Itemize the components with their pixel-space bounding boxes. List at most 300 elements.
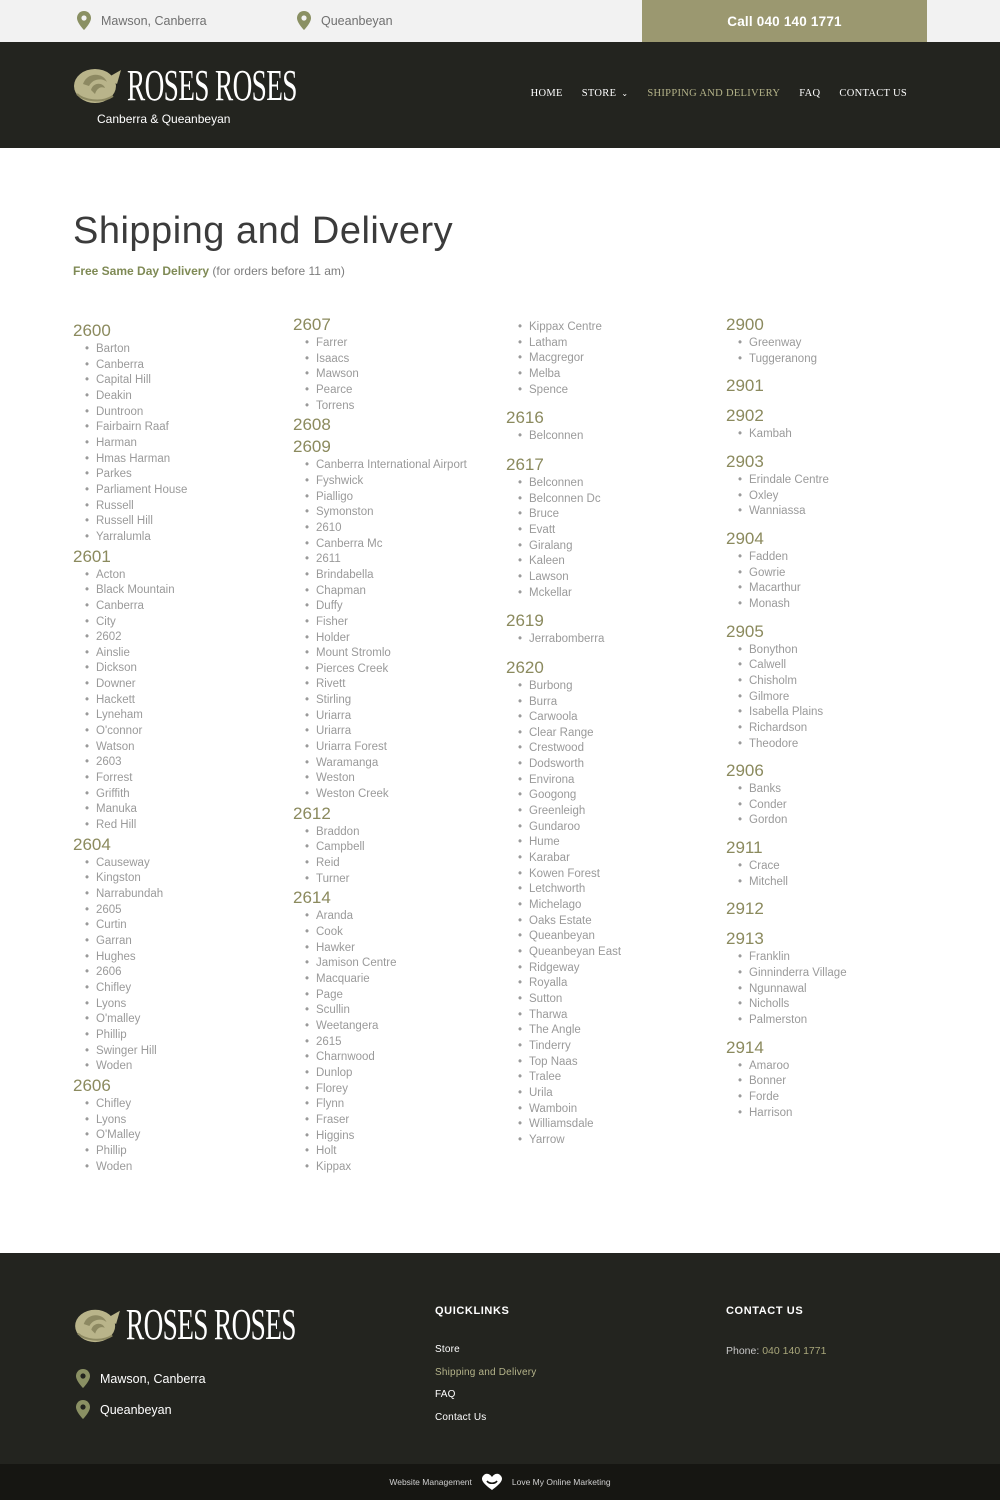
suburb-item: • Pearce <box>316 383 493 399</box>
nav-label: STORE <box>581 88 617 99</box>
suburb-item: • Crace <box>749 859 926 875</box>
suburb-item: • Turner <box>316 872 493 888</box>
suburb-item: • Urila <box>529 1086 706 1102</box>
suburb-item: • Farrer <box>316 336 493 352</box>
suburb-item: • Royalla <box>529 976 706 992</box>
suburb-item: • Bruce <box>529 507 706 523</box>
footer-logo-wordmark: ROSES ROSES <box>126 1300 296 1349</box>
suburb-list <box>749 859 926 890</box>
suburb-item: • Pialligo <box>316 490 493 506</box>
suburb-item: • Williamsdale <box>529 1117 706 1133</box>
map-pin-icon <box>77 11 91 30</box>
suburb-item: • Kippax Centre <box>529 320 706 336</box>
suburb-item: • Griffith <box>96 787 273 803</box>
suburb-item: • Aranda <box>316 909 493 925</box>
call-button[interactable] <box>642 0 927 42</box>
suburb-item: • Kowen Forest <box>529 867 706 883</box>
suburb-item: • Yarralumla <box>96 530 273 546</box>
suburb-item: • Weetangera <box>316 1019 493 1035</box>
suburb-item: • Forde <box>749 1090 926 1106</box>
suburb-item: • Forrest <box>96 771 273 787</box>
nav-faq[interactable] <box>799 88 820 99</box>
postcode-group <box>506 454 706 601</box>
postcode-group <box>726 837 926 890</box>
suburb-list <box>96 856 273 1075</box>
suburb-list <box>316 825 493 888</box>
suburb-item: • Oxley <box>749 489 926 505</box>
suburb-item: • Gordon <box>749 813 926 829</box>
suburb-item: • Causeway <box>96 856 273 872</box>
chevron-down-icon: ⌄ <box>621 89 629 98</box>
location-queanbeyan[interactable] <box>297 11 393 30</box>
postcode-heading: 2911 <box>726 838 763 858</box>
suburb-list <box>529 476 706 601</box>
postcode-column-1 <box>73 320 273 1175</box>
postcode-group <box>726 928 926 1028</box>
suburb-item: • Queanbeyan East <box>529 945 706 961</box>
credit-right: Love My Online Marketing <box>511 1477 611 1487</box>
postcode-group <box>293 436 493 802</box>
suburb-list <box>749 782 926 829</box>
suburb-item: • Oaks Estate <box>529 914 706 930</box>
footer-logo[interactable] <box>73 1300 296 1353</box>
suburb-item: • Kaleen <box>529 554 706 570</box>
postcode-heading: 2612 <box>293 803 331 823</box>
footer-location-label: Mawson, Canberra <box>100 1371 206 1386</box>
suburb-item: • Barton <box>96 342 273 358</box>
suburb-item: • Giralang <box>529 539 706 555</box>
group-spacer <box>726 829 926 837</box>
map-pin-icon <box>76 1369 90 1388</box>
suburb-item: • Manuka <box>96 802 273 818</box>
nav-home[interactable] <box>531 88 563 99</box>
postcode-group <box>726 451 926 520</box>
suburb-item: • Black Mountain <box>96 583 273 599</box>
suburb-item: • Russell <box>96 499 273 515</box>
postcode-heading: 2905 <box>726 621 764 641</box>
suburb-item: • 2611 <box>316 552 493 568</box>
subtitle-rest: (for orders before 11 am) <box>209 264 345 278</box>
footer-link-store[interactable]: Store <box>435 1344 460 1355</box>
postcode-group <box>73 320 273 546</box>
suburb-item: • Greenleigh <box>529 804 706 820</box>
suburb-list <box>749 950 926 1028</box>
nav-label: FAQ <box>799 88 821 99</box>
main-nav <box>531 88 907 99</box>
suburb-item: • Downer <box>96 677 273 693</box>
footer-location-queanbeyan[interactable] <box>76 1400 172 1419</box>
map-pin-icon <box>297 11 311 30</box>
suburb-item: • Canberra <box>96 358 273 374</box>
suburb-item: • Chifley <box>96 981 273 997</box>
suburb-item: • Uriarra <box>316 724 493 740</box>
suburb-item: • Holder <box>316 631 493 647</box>
postcode-group <box>506 407 706 445</box>
suburb-item: • Kambah <box>749 427 926 443</box>
suburb-item: • Nicholls <box>749 997 926 1013</box>
suburb-item: • Weston <box>316 771 493 787</box>
suburb-item: • The Angle <box>529 1023 706 1039</box>
postcode-heading: 2601 <box>73 546 111 566</box>
suburb-item: • Duntroon <box>96 405 273 421</box>
suburb-list <box>749 473 926 520</box>
suburb-item: • Holt <box>316 1144 493 1160</box>
postcode-group <box>726 528 926 613</box>
nav-label: HOME <box>530 88 563 99</box>
location-label: Mawson, Canberra <box>101 13 207 28</box>
suburb-item: • Crestwood <box>529 741 706 757</box>
group-spacer <box>726 1029 926 1037</box>
postcode-heading: 2604 <box>73 834 111 854</box>
suburb-item: • Cook <box>316 925 493 941</box>
subtitle-bold: Free Same Day Delivery <box>73 264 210 278</box>
postcode-group <box>293 414 493 436</box>
suburb-item: • Canberra International Airport <box>316 458 493 474</box>
suburb-list <box>529 429 706 445</box>
postcode-group <box>726 314 926 367</box>
suburb-item: • Amaroo <box>749 1059 926 1075</box>
suburb-item: • 2602 <box>96 630 273 646</box>
postcode-heading: 2600 <box>73 321 111 340</box>
group-spacer <box>726 920 926 928</box>
suburb-item: • Calwell <box>749 658 926 674</box>
page-subtitle <box>73 264 345 278</box>
footer-location-label: Queanbeyan <box>100 1402 172 1417</box>
suburb-item: • Reid <box>316 856 493 872</box>
suburb-item: • Dodsworth <box>529 757 706 773</box>
suburb-item: • Harrison <box>749 1106 926 1122</box>
suburb-item: • 2605 <box>96 903 273 919</box>
suburb-item: • Garran <box>96 934 273 950</box>
suburb-item: • Wamboin <box>529 1102 706 1118</box>
group-spacer <box>506 398 706 407</box>
suburb-item: • Weston Creek <box>316 787 493 803</box>
postcode-heading: 2616 <box>506 408 544 428</box>
footer-phone <box>726 1345 826 1357</box>
suburb-item: • Belconnen Dc <box>529 492 706 508</box>
suburb-list <box>749 643 926 753</box>
suburb-item: • Waramanga <box>316 756 493 772</box>
suburb-item: • Woden <box>96 1059 273 1075</box>
suburb-item: • Stirling <box>316 693 493 709</box>
suburb-item: • City <box>96 615 273 631</box>
site-header <box>0 42 1000 148</box>
suburb-item: • Mawson <box>316 367 493 383</box>
suburb-item: • Conder <box>749 798 926 814</box>
postcode-group <box>726 898 926 920</box>
postcode-group <box>726 1037 926 1122</box>
suburb-item: • Ridgeway <box>529 961 706 977</box>
postcode-heading: 2608 <box>293 415 331 435</box>
suburb-item: • Acton <box>96 568 273 584</box>
suburb-item: • Lyneham <box>96 708 273 724</box>
suburb-item: • Kingston <box>96 871 273 887</box>
suburb-item: • Fairbairn Raaf <box>96 420 273 436</box>
suburb-item: • Chisholm <box>749 674 926 690</box>
footer-location-mawson[interactable] <box>76 1369 206 1388</box>
suburb-item: • Isabella Plains <box>749 705 926 721</box>
nav-label: CONTACT US <box>839 88 907 99</box>
suburb-item: • Environa <box>529 773 706 789</box>
suburb-item: • Erindale Centre <box>749 473 926 489</box>
suburb-item: • Bonython <box>749 643 926 659</box>
postcode-heading: 2912 <box>726 899 764 919</box>
suburb-item: • Gilmore <box>749 690 926 706</box>
postcode-heading: 2607 <box>293 315 331 334</box>
suburb-list <box>96 342 273 546</box>
suburb-item: • Fisher <box>316 615 493 631</box>
suburb-item: • Mckellar <box>529 586 706 602</box>
suburb-item: • Curtin <box>96 918 273 934</box>
postcode-group <box>726 621 926 753</box>
suburb-item: • Greenway <box>749 336 926 352</box>
group-spacer <box>726 443 926 451</box>
suburb-item: • Karabar <box>529 851 706 867</box>
suburb-item: • Lyons <box>96 997 273 1013</box>
suburb-item: • Yarrow <box>529 1133 706 1149</box>
nav-label: SHIPPING AND DELIVERY <box>647 88 781 99</box>
suburb-list <box>749 336 926 367</box>
suburb-item: • Brindabella <box>316 568 493 584</box>
logo-tagline: Canberra & Queanbeyan <box>97 112 231 126</box>
suburb-item: • Canberra Mc <box>316 537 493 553</box>
suburb-item: • Symonston <box>316 505 493 521</box>
footer-link-faq[interactable]: FAQ <box>435 1389 456 1400</box>
nav-store[interactable] <box>582 88 629 99</box>
nav-contact-us[interactable] <box>839 88 907 99</box>
logo-wordmark: ROSES ROSES <box>127 61 297 110</box>
postcode-group <box>506 610 706 648</box>
suburb-item: • Pierces Creek <box>316 662 493 678</box>
suburb-item: • Dunlop <box>316 1066 493 1082</box>
suburb-list <box>316 458 493 802</box>
footer-link-contact[interactable]: Contact Us <box>435 1412 487 1423</box>
suburb-item: • Letchworth <box>529 882 706 898</box>
suburb-item: • Fadden <box>749 550 926 566</box>
suburb-item: • Mount Stromlo <box>316 646 493 662</box>
suburb-item: • Canberra <box>96 599 273 615</box>
postcode-heading: 2606 <box>73 1075 111 1095</box>
suburb-item: • Page <box>316 988 493 1004</box>
postcode-column-4 <box>726 314 926 1121</box>
suburb-item: • Parliament House <box>96 483 273 499</box>
suburb-item: • Chapman <box>316 584 493 600</box>
call-label: Call 040 140 1771 <box>727 13 842 29</box>
location-label: Queanbeyan <box>321 13 393 28</box>
suburb-item: • Uriarra <box>316 709 493 725</box>
suburb-item: • Tharwa <box>529 1008 706 1024</box>
group-spacer <box>726 520 926 528</box>
suburb-item: • Florey <box>316 1082 493 1098</box>
suburb-item: • Jamison Centre <box>316 956 493 972</box>
postcode-group <box>293 314 493 414</box>
suburb-item: • Uriarra Forest <box>316 740 493 756</box>
postcode-group <box>506 657 706 1149</box>
suburb-item: • Bonner <box>749 1074 926 1090</box>
suburb-item: • O'connor <box>96 724 273 740</box>
suburb-item: • Tinderry <box>529 1039 706 1055</box>
suburb-item: • Ngunnawal <box>749 982 926 998</box>
suburb-list <box>96 1097 273 1175</box>
suburb-item: • Evatt <box>529 523 706 539</box>
suburb-item: • Tuggeranong <box>749 352 926 368</box>
suburb-item: • Belconnen <box>529 429 706 445</box>
credit[interactable] <box>0 1472 1000 1492</box>
suburb-list <box>529 320 706 398</box>
contact-heading: CONTACT US <box>726 1305 804 1317</box>
postcode-heading: 2906 <box>726 761 764 781</box>
suburb-item: • Chifley <box>96 1097 273 1113</box>
suburb-item: • Melba <box>529 367 706 383</box>
suburb-item: • Kippax <box>316 1160 493 1176</box>
suburb-item: • Hackett <box>96 693 273 709</box>
suburb-item: • Hawker <box>316 941 493 957</box>
suburb-item: • Carwoola <box>529 710 706 726</box>
top-bar <box>0 0 1000 42</box>
suburb-item: • Burbong <box>529 679 706 695</box>
suburb-list <box>529 632 706 648</box>
postcode-heading: 2902 <box>726 406 764 426</box>
suburb-item: • Macgregor <box>529 351 706 367</box>
suburb-item: • Fraser <box>316 1113 493 1129</box>
suburb-item: • Rivett <box>316 677 493 693</box>
suburb-item: • Tralee <box>529 1070 706 1086</box>
postcode-group <box>293 887 493 1175</box>
suburb-item: • Sutton <box>529 992 706 1008</box>
suburb-item: • Harman <box>96 436 273 452</box>
phone-link[interactable]: 040 140 1771 <box>762 1345 827 1357</box>
suburb-list <box>316 336 493 414</box>
group-spacer <box>506 648 706 657</box>
suburb-item: • 2606 <box>96 965 273 981</box>
suburb-item: • Fyshwick <box>316 474 493 490</box>
suburb-item: • Russell Hill <box>96 514 273 530</box>
suburb-list <box>316 909 493 1175</box>
suburb-item: • Macarthur <box>749 581 926 597</box>
suburb-item: • Lawson <box>529 570 706 586</box>
postcode-heading: 2901 <box>726 376 764 396</box>
suburb-item: • O'Malley <box>96 1128 273 1144</box>
suburb-item: • 2615 <box>316 1035 493 1051</box>
rose-icon <box>73 1305 123 1345</box>
suburb-item: • Woden <box>96 1160 273 1176</box>
suburb-list <box>749 550 926 613</box>
postcode-group <box>73 834 273 1075</box>
group-spacer <box>726 890 926 898</box>
credit-left: Website Management <box>389 1477 472 1487</box>
quicklinks-heading: QUICKLINKS <box>435 1305 510 1317</box>
postcode-group <box>73 546 273 834</box>
suburb-item: • Gowrie <box>749 566 926 582</box>
postcode-heading: 2609 <box>293 437 331 457</box>
location-mawson[interactable] <box>77 11 207 30</box>
suburb-item: • Gundaroo <box>529 820 706 836</box>
suburb-item: • Belconnen <box>529 476 706 492</box>
postcode-heading: 2619 <box>506 611 544 631</box>
suburb-item: • Palmerston <box>749 1013 926 1029</box>
heart-hands-icon <box>480 1472 504 1492</box>
postcode-group <box>506 320 706 398</box>
suburb-item: • Burra <box>529 695 706 711</box>
rose-icon <box>73 64 123 106</box>
suburb-item: • Macquarie <box>316 972 493 988</box>
postcode-group <box>726 375 926 397</box>
suburb-item: • Richardson <box>749 721 926 737</box>
suburb-item: • Higgins <box>316 1129 493 1145</box>
suburb-item: • Mitchell <box>749 875 926 891</box>
suburb-item: • Isaacs <box>316 352 493 368</box>
map-pin-icon <box>76 1400 90 1419</box>
suburb-item: • Phillip <box>96 1028 273 1044</box>
suburb-item: • Narrabundah <box>96 887 273 903</box>
group-spacer <box>726 397 926 405</box>
postcode-heading: 2904 <box>726 528 764 548</box>
suburb-item: • Clear Range <box>529 726 706 742</box>
suburb-item: • Theodore <box>749 737 926 753</box>
postcode-column-3 <box>506 320 706 1149</box>
postcode-group <box>726 405 926 443</box>
postcode-heading: 2620 <box>506 657 544 677</box>
suburb-item: • Dickson <box>96 661 273 677</box>
suburb-item: • Charnwood <box>316 1050 493 1066</box>
group-spacer <box>726 367 926 375</box>
group-spacer <box>726 613 926 621</box>
suburb-item: • Torrens <box>316 399 493 415</box>
suburb-item: • Spence <box>529 383 706 399</box>
footer-link-shipping[interactable]: Shipping and Delivery <box>435 1367 537 1378</box>
suburb-item: • Queanbeyan <box>529 929 706 945</box>
suburb-item: • Latham <box>529 336 706 352</box>
site-footer <box>0 1253 1000 1464</box>
suburb-list <box>749 427 926 443</box>
postcode-column-2 <box>293 314 493 1176</box>
suburb-item: • Googong <box>529 788 706 804</box>
suburb-item: • Franklin <box>749 950 926 966</box>
group-spacer <box>506 601 706 610</box>
suburb-item: • 2610 <box>316 521 493 537</box>
suburb-item: • Swinger Hill <box>96 1044 273 1060</box>
suburb-item: • Phillip <box>96 1144 273 1160</box>
nav-shipping-and-delivery[interactable] <box>647 88 780 99</box>
suburb-item: • Banks <box>749 782 926 798</box>
postcode-group <box>73 1075 273 1175</box>
bottom-bar <box>0 1464 1000 1500</box>
postcode-group <box>726 760 926 829</box>
suburb-item: • 2603 <box>96 755 273 771</box>
suburb-item: • Lyons <box>96 1113 273 1129</box>
suburb-item: • Ainslie <box>96 646 273 662</box>
phone-label: Phone: <box>726 1345 763 1357</box>
suburb-list <box>749 1059 926 1122</box>
suburb-item: • Scullin <box>316 1003 493 1019</box>
suburb-item: • Hughes <box>96 950 273 966</box>
group-spacer <box>726 752 926 760</box>
page-title: Shipping and Delivery <box>73 210 454 252</box>
suburb-list <box>96 568 273 834</box>
postcode-heading: 2914 <box>726 1037 764 1057</box>
postcode-heading: 2614 <box>293 888 331 908</box>
suburb-item: • Campbell <box>316 840 493 856</box>
site-logo[interactable] <box>73 61 297 132</box>
postcode-heading: 2903 <box>726 451 764 471</box>
suburb-item: • Watson <box>96 740 273 756</box>
suburb-item: • Top Naas <box>529 1055 706 1071</box>
suburb-list <box>529 679 706 1149</box>
suburb-item: • Braddon <box>316 825 493 841</box>
suburb-item: • Jerrabomberra <box>529 632 706 648</box>
postcode-heading: 2900 <box>726 315 764 334</box>
suburb-item: • Hmas Harman <box>96 452 273 468</box>
